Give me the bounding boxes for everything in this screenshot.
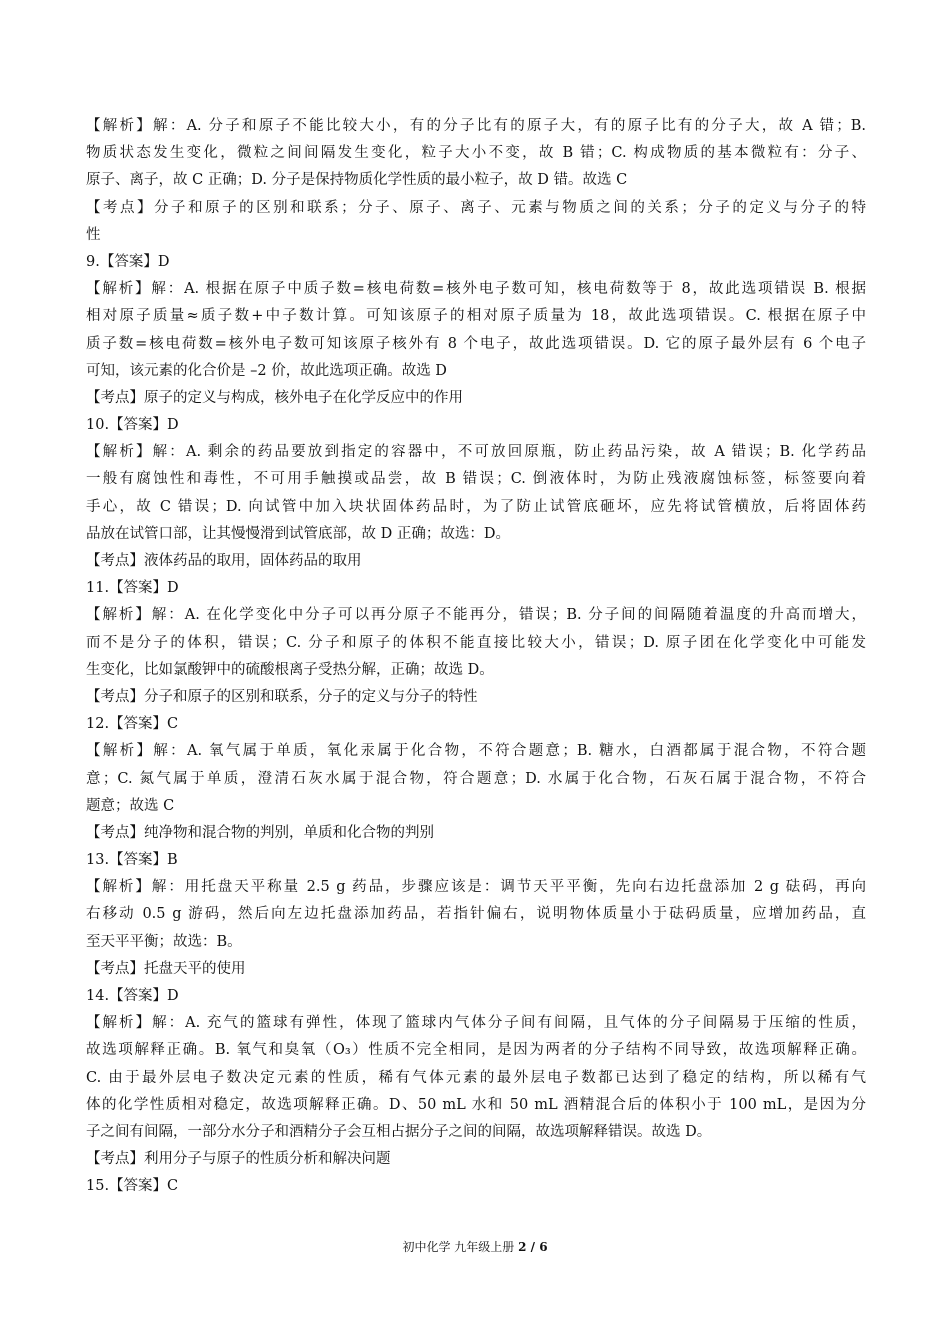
answer-line: 10.【答案】D bbox=[86, 417, 179, 434]
text-line: 子之间有间隔，一部分水分子和酒精分子会互相占据分子之间的间隔，故选项解释错误。故选 D。 bbox=[86, 1123, 712, 1140]
text-line: 【考点】原子的定义与构成，核外电子在化学反应中的作用 bbox=[86, 389, 463, 406]
text-line: 原子、离子，故 C 正确；D. 分子是保持物质化学性质的最小粒子，故 D 错。故选 C bbox=[86, 172, 628, 189]
page-total: 6 bbox=[539, 1240, 548, 1254]
text-line: 品放在试管口部，让其慢慢滑到试管底部，故 D 正确；故选：D。 bbox=[86, 525, 510, 542]
text-line: 【解析】解：用托盘天平称量 2.5 g 药品，步骤应该是：调节天平平衡，先向右边托盘添加 2 g 砝码，再向 bbox=[86, 879, 866, 896]
text-line: 物质状态发生变化，微粒之间间隔发生变化，粒子大小不变，故 B 错；C. 构成物质的基本微粒有：分子、 bbox=[86, 145, 866, 162]
text-line: 题意；故选 C bbox=[86, 797, 175, 814]
text-line: 性 bbox=[86, 226, 101, 243]
answer-line: 13.【答案】B bbox=[86, 852, 178, 869]
text-line: 【考点】纯净物和混合物的判别，单质和化合物的判别 bbox=[86, 824, 434, 841]
answer-line: 15.【答案】C bbox=[86, 1178, 179, 1195]
answer-line: 9.【答案】D bbox=[86, 253, 170, 270]
text-line: 【解析】解：A. 根据在原子中质子数=核电荷数=核外电子数可知，核电荷数等于 8，故此选项错误 B. 根据 bbox=[86, 281, 866, 298]
text-line: 【考点】液体药品的取用，固体药品的取用 bbox=[86, 553, 362, 569]
text-line: 一般有腐蚀性和毒性，不可用手触摸或品尝，故 B 错误；C. 倒液体时，为防止残液腐蚀标签，标签要向着 bbox=[86, 471, 866, 488]
text-line: 【考点】分子和原子的区别和联系；分子、原子、离子、元素与物质之间的关系；分子的定义与分子的特 bbox=[86, 199, 866, 216]
text-line: 【解析】解：A. 氧气属于单质，氧化汞属于化合物，不符合题意；B. 糖水，白酒都属于混合物，不符合题 bbox=[86, 743, 866, 760]
text-line: 【解析】解：A. 剩余的药品要放到指定的容器中，不可放回原瓶，防止药品污染，故 A 错误；B. 化学药品 bbox=[86, 444, 866, 461]
text-line: 【解析】解：A. 充气的篮球有弹性，体现了篮球内气体分子间有间隔，且气体的分子间隔易于压缩的性质， bbox=[86, 1015, 866, 1032]
answer-line: 12.【答案】C bbox=[86, 716, 179, 733]
text-line: 手心，故 C 错误；D. 向试管中加入块状固体药品时，为了防止试管底砸坏，应先将试管横放，后将固体药 bbox=[86, 498, 866, 515]
text-line: 生变化，比如氯酸钾中的硫酸根离子受热分解，正确；故选 D。 bbox=[86, 661, 494, 678]
text-line: 至天平平衡；故选：B。 bbox=[86, 933, 242, 950]
answer-line: 14.【答案】D bbox=[86, 988, 179, 1004]
page-footer bbox=[0, 1239, 950, 1255]
text-line: 【解析】解：A. 在化学变化中分子可以再分原子不能再分，错误；B. 分子间的间隔随着温度的升高而增大， bbox=[86, 607, 866, 624]
text-line: 可知，该元素的化合价是 –2 价，故此选项正确。故选 D bbox=[86, 362, 447, 379]
text-line: 意；C. 氮气属于单质，澄清石灰水属于混合物，符合题意；D. 水属于化合物，石灰石属于混合物，不符合 bbox=[86, 770, 866, 787]
text-line: 右移动 0.5 g 游码，然后向左边托盘添加药品，若指针偏右，说明物体质量小于砝码质量，应增加药品，直 bbox=[86, 906, 866, 923]
text-line: 故选项解释正确。B. 氧气和臭氧（O₃）性质不完全相同，是因为两者的分子结构不同导致，故选项解释正确。 bbox=[86, 1042, 866, 1059]
footer-label: 初中化学 九年级上册 bbox=[402, 1240, 515, 1254]
text-line: 体的化学性质相对稳定，故选项解释正确。D、50 mL 水和 50 mL 酒精混合后的体积小于 100 mL，是因为分 bbox=[86, 1096, 866, 1113]
text-line: 【考点】分子和原子的区别和联系，分子的定义与分子的特性 bbox=[86, 688, 478, 705]
page-number: 2 bbox=[518, 1240, 527, 1254]
text-line: 而不是分子的体积，错误；C. 分子和原子的体积不能直接比较大小，错误；D. 原子团在化学变化中可能发 bbox=[86, 634, 866, 651]
text-line: 【解析】解：A. 分子和原子不能比较大小，有的分子比有的原子大，有的原子比有的分子大，故 A 错；B. bbox=[86, 118, 866, 134]
text-line: 相对原子质量≈质子数+中子数计算。可知该原子的相对原子质量为 18，故此选项错误。C. 根据在原子中 bbox=[86, 308, 866, 325]
answer-line: 11.【答案】D bbox=[86, 580, 179, 597]
text-line: 质子数=核电荷数=核外电子数可知该原子核外有 8 个电子，故此选项错误。D. 它的原子最外层有 6 个电子 bbox=[86, 335, 866, 352]
page-separator: / bbox=[526, 1240, 540, 1254]
text-line: 【考点】托盘天平的使用 bbox=[86, 960, 246, 977]
text-line: 【考点】利用分子与原子的性质分析和解决问题 bbox=[86, 1151, 391, 1168]
text-line: C. 由于最外层电子数决定元素的性质，稀有气体元素的最外层电子数都已达到了稳定的结构，所以稀有气 bbox=[86, 1069, 866, 1086]
document-body bbox=[86, 113, 866, 1201]
